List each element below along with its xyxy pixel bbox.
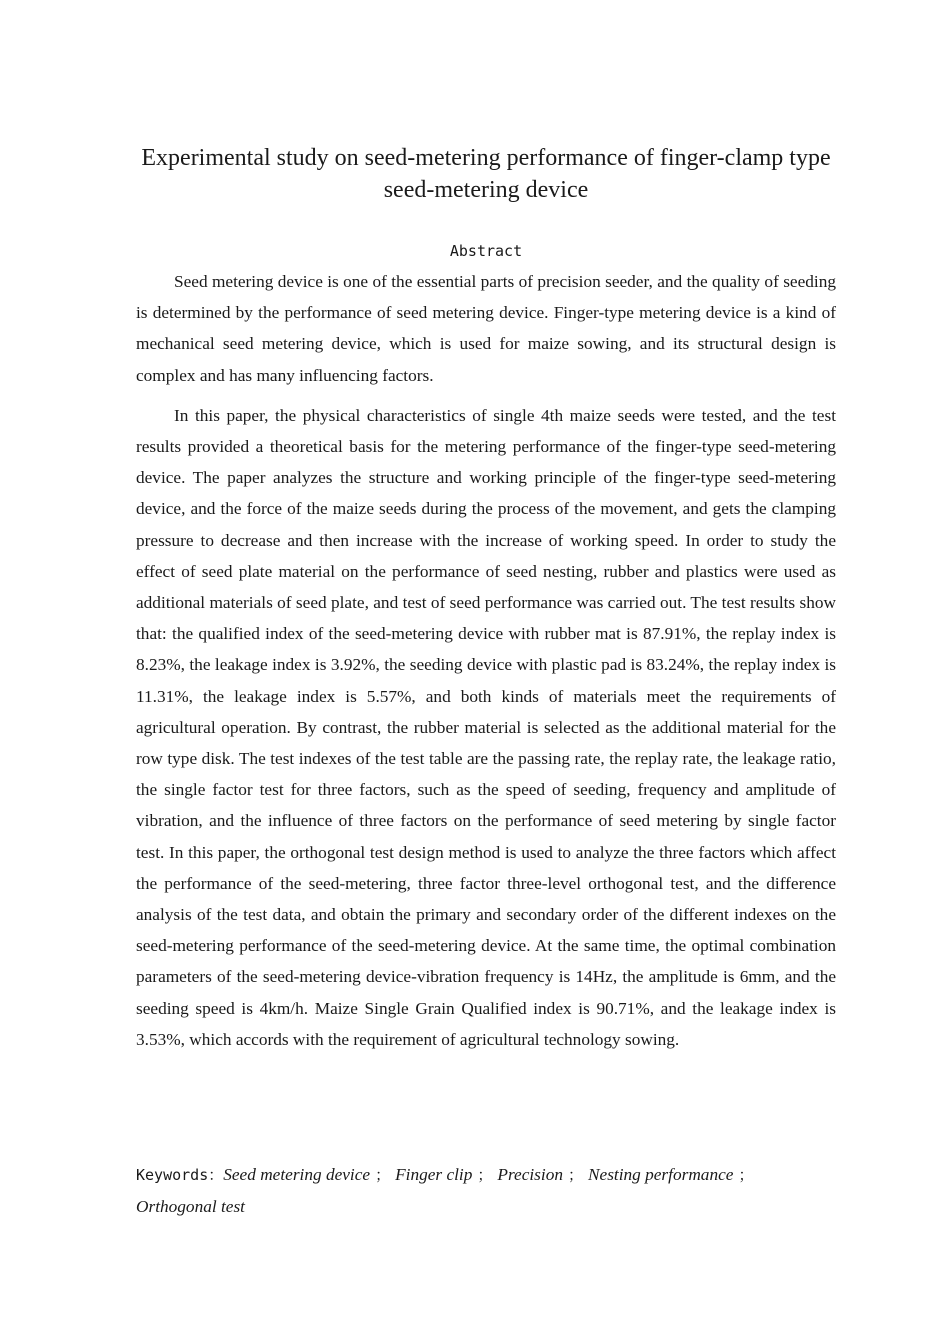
keywords-line [136,1159,836,1222]
keyword: Seed metering device [223,1165,371,1184]
keyword: Precision [497,1165,563,1184]
abstract-heading: Abstract [449,242,523,260]
abstract-paragraph: In this paper, the physical characteristics of single 4th maize seeds were tested, and the test results provided a theoretical basis for the metering performance of the finger-type seed-metering device. The paper analyzes the structure and working principle of the finger-type seed-metering device, and the force of the maize seeds during the process of the movement, and gets the clamping pressure to decrease and then increase with the increase of working speed. In order to study the effect of seed plate material on the performance of seed nesting, rubber and plastics were used as additional materials of seed plate, and test of seed performance was carried out. The test results show that: the qualified index of the seed-metering device with rubber mat is 87.91%, the replay index is 8.23%, the leakage index is 3.92%, the seeding device with plastic pad is 83.24%, the replay index is 11.31%, the leakage index is 5.57%, and both kinds of materials meet the requirements of agricultural operation. By contrast, the rubber material is selected as the additional material for the row type disk. The test indexes of the test table are the passing rate, the replay rate, the leakage ratio, the single factor test for three factors, such as the speed of seeding, frequency and amplitude of vibration, and the influence of three factors on the performance of seed metering by single factor test. In this paper, the orthogonal test design method is used to analyze the three factors which affect the performance of the seed-metering, three factor three-level orthogonal test, and the difference analysis of the test data, and obtain the primary and secondary order of the different indexes on the seed-metering performance of the seed-metering device. At the same time, the optimal combination parameters of the seed-metering device-vibration frequency is 14Hz, the amplitude is 6mm, and the seeding speed is 4km/h. Maize Single Grain Qualified index is 90.71%, and the leakage index is 3.53%, which accords with the requirement of agricultural technology sowing. [136,405,836,1049]
keyword-separator: ； [375,1166,391,1184]
abstract-body [136,266,836,1055]
keyword-separator: ； [477,1166,493,1184]
keywords-label: Keywords： [136,1166,224,1184]
abstract-paragraph: Seed metering device is one of the essential parts of precision seeder, and the quality of seeding is determined by the performance of seed metering device. Finger-type metering device is a kind of mechanical seed metering device, which is used for maize sowing, and its structural design is complex and has many influencing factors. [136,272,836,385]
paper-title: Experimental study on seed-metering performance of finger-clamp type seed-metering device [141,145,831,203]
keyword-separator: ； [738,1166,754,1184]
keyword: Nesting performance [588,1165,734,1184]
keyword: Finger clip [395,1165,473,1184]
keyword: Orthogonal test [136,1197,245,1217]
keyword-separator: ； [567,1166,583,1184]
